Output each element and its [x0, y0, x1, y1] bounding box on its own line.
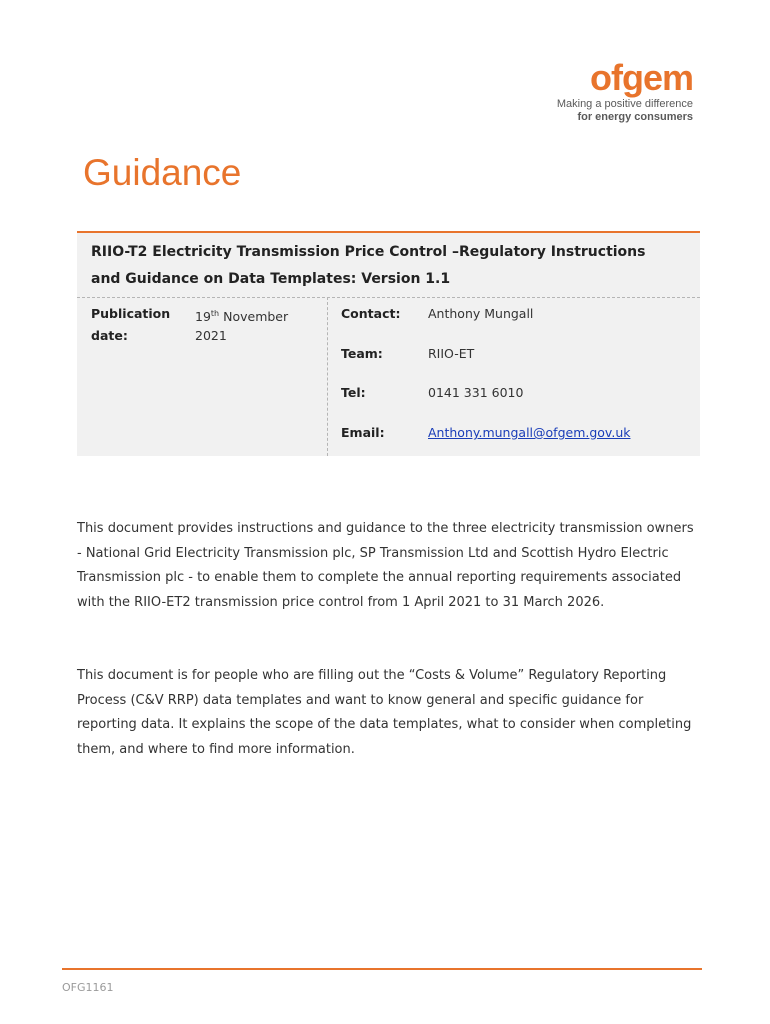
footer-divider — [62, 968, 702, 970]
publication-day-suffix: th — [210, 309, 220, 318]
document-reference: OFG1161 — [62, 981, 114, 994]
document-info-box — [77, 231, 700, 456]
ofgem-logo — [557, 58, 693, 124]
logo-wordmark: ofgem — [590, 57, 693, 98]
logo-tagline-line2: for energy consumers — [577, 111, 693, 123]
publication-label-line2: date: — [91, 328, 128, 343]
team-value: RIIO-ET — [428, 346, 475, 361]
publication-label-line1: Publication — [91, 306, 171, 321]
publication-month: November — [223, 309, 289, 325]
info-box-divider-vertical — [327, 297, 328, 456]
intro-paragraph: This document provides instructions and guidance to the three electricity transmission owners - National Grid Electricity Transmission plc, SP Transmission Ltd and Scottish Hydro Electric Transmission plc - to enable them to complete the annual reporting requirements associated with the RIIO-ET2 transmission price control from 1 April 2021 to 31 March 2026. — [77, 521, 694, 610]
contact-label: Contact: — [341, 306, 401, 321]
tel-value: 0141 331 6010 — [428, 385, 524, 400]
info-box-divider-horizontal — [77, 297, 700, 298]
contact-value: Anthony Mungall — [428, 306, 534, 321]
audience-paragraph: This document is for people who are filling out the “Costs & Volume” Regulatory Reporting Process (C&V RRP) data templates and want to know general and specific guidance for reporting data. It explains the scope of the data templates, what to consider when completing them, and where to find more information. — [77, 668, 692, 757]
publication-year: 2021 — [195, 328, 227, 343]
publication-day: 19 — [195, 309, 211, 325]
team-label: Team: — [341, 346, 383, 361]
tel-label: Tel: — [341, 385, 366, 400]
logo-tagline-line1: Making a positive difference — [556, 98, 693, 110]
page-heading: Guidance — [83, 152, 242, 193]
document-title: RIIO-T2 Electricity Transmission Price Control –Regulatory Instructions and Guidance on Data Templates: Version 1.1 — [91, 244, 646, 287]
email-link[interactable]: Anthony.mungall@ofgem.gov.uk — [428, 425, 631, 440]
email-label: Email: — [341, 425, 385, 440]
